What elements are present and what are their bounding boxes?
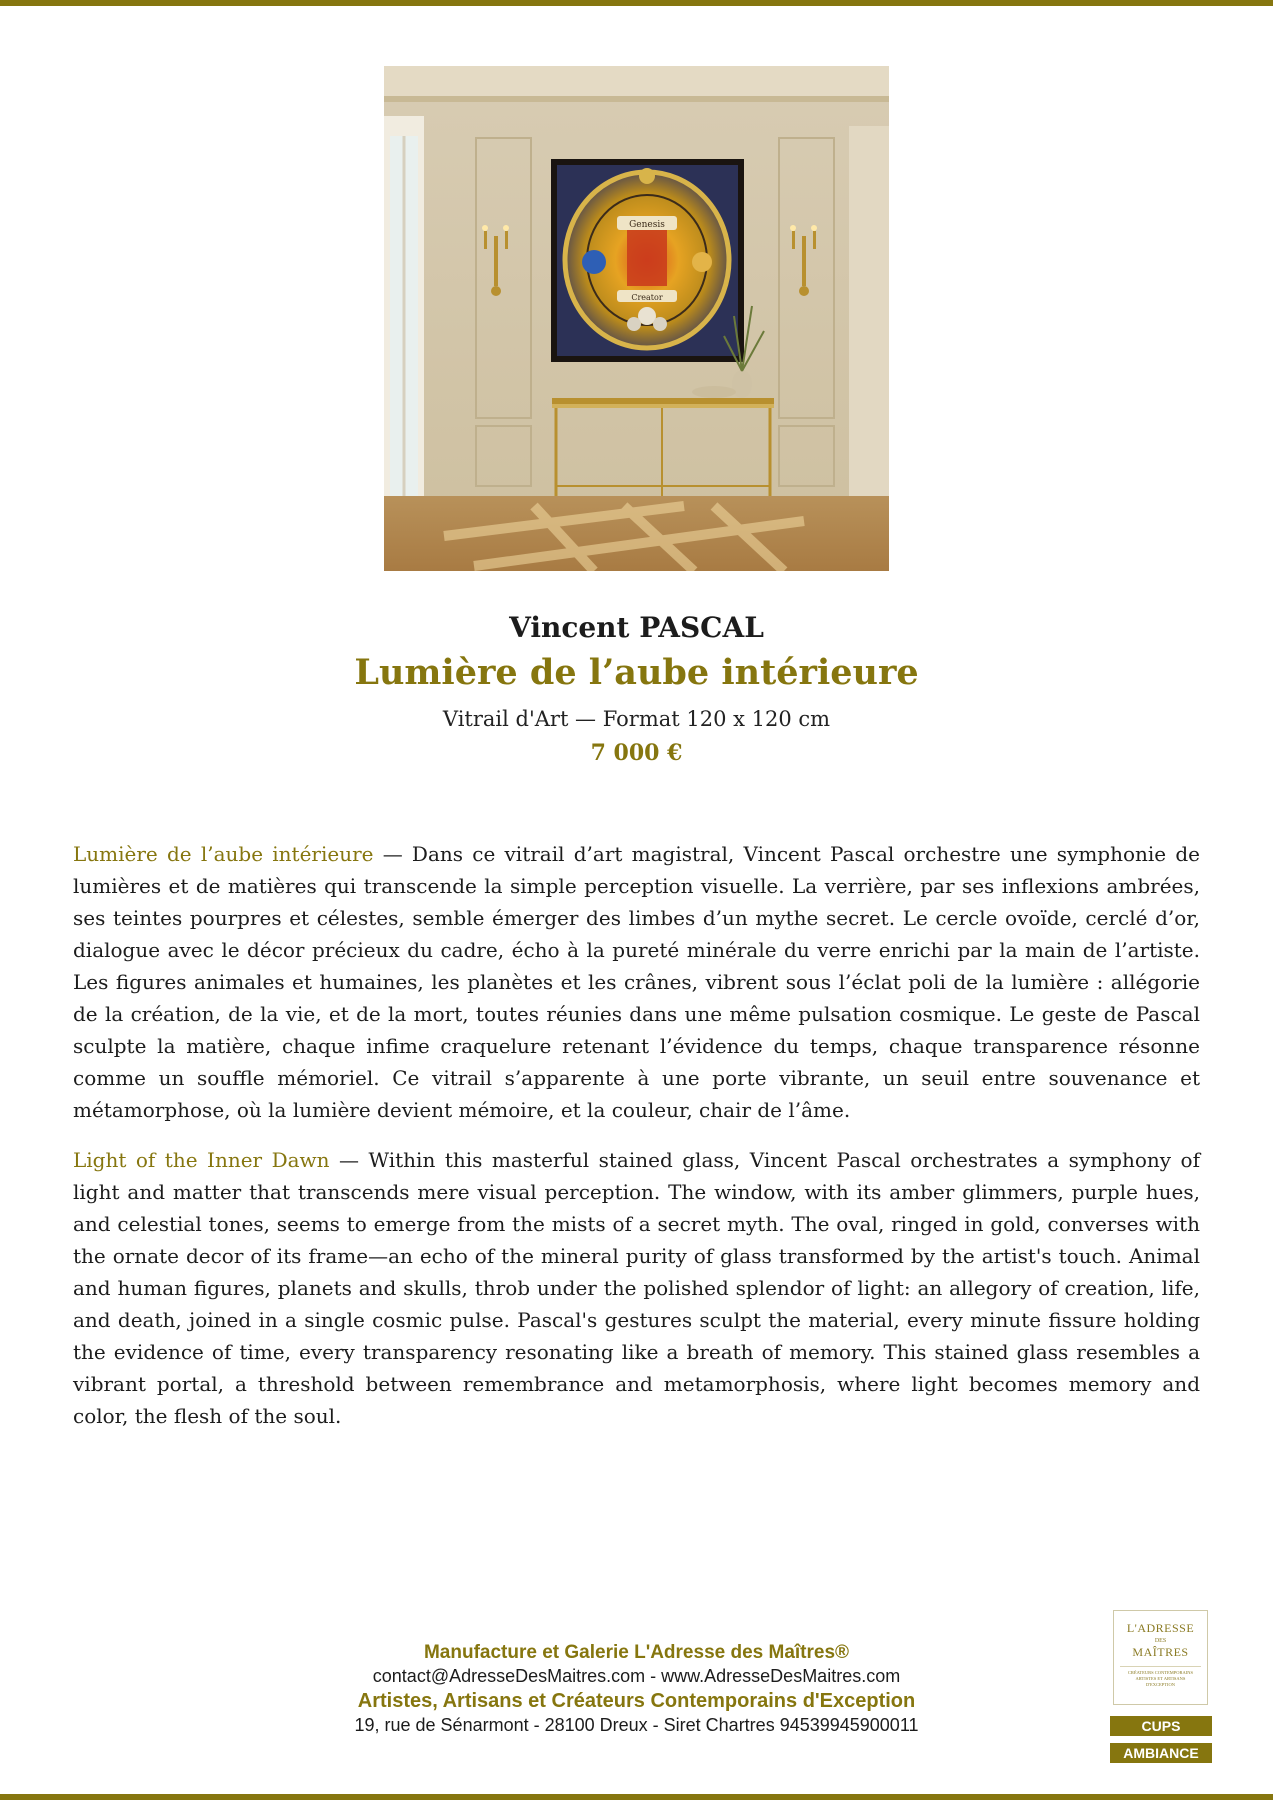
ambiance-badge: AMBIANCE <box>1110 1743 1212 1763</box>
banner-top-text: Genesis <box>629 220 665 230</box>
artwork-image <box>384 66 889 571</box>
artwork-price: 7 000 € <box>590 740 683 766</box>
footer-company: Manufacture et Galerie L'Adresse des Maîtres® <box>423 1642 850 1663</box>
logo-line2: DES <box>1154 1638 1167 1644</box>
bottom-rule <box>0 1794 1273 1800</box>
artist-name: Vincent PASCAL <box>509 611 764 644</box>
cups-badge: CUPS <box>1110 1716 1212 1736</box>
description-en-lead: Light of the Inner Dawn <box>73 1148 330 1172</box>
description-fr <box>73 838 1200 1126</box>
logo-line4: CRÉATEURS CONTEMPORAINS ARTISTES ET ARTISANS D'EXCEPTION <box>1120 1666 1201 1688</box>
gallery-logo <box>1113 1610 1208 1705</box>
banner-bottom-text: Creator <box>631 293 663 302</box>
footer-contact[interactable]: contact@AdresseDesMaitres.com - www.AdresseDesMaitres.com <box>372 1666 901 1686</box>
footer-address: 19, rue de Sénarmont - 28100 Dreux - Siret Chartres 94539945900011 <box>354 1715 919 1735</box>
artwork-medium: Vitrail d'Art — Format 120 x 120 cm <box>442 707 831 731</box>
description <box>73 838 1200 1450</box>
footer-tagline: Artistes, Artisans et Créateurs Contemporains d'Exception <box>357 1690 916 1712</box>
artwork-title: Lumière de l’aube intérieure <box>354 652 919 693</box>
artwork-header <box>0 610 1273 768</box>
description-en-text: — Within this masterful stained glass, Vincent Pascal orchestrates a symphony of light and matter that transcends mere visual perception. The window, with its amber glimmers, purple hues, and celestial tones, seems to emerge from the mists of a secret myth. The oval, ringed in gold, converses with the ornate decor of its frame—an echo of the mineral purity of glass transformed by the artist's touch. Animal and human figures, planets and skulls, throb under the polished splendor of light: an allegory of creation, life, and death, joined in a single cosmic pulse. Pascal's gestures sculpt the material, every minute fissure holding the evidence of time, every transparency resonating like a breath of memory. This stained glass resembles a vibrant portal, a threshold between remembrance and metamorphosis, where light becomes memory and color, the flesh of the soul. <box>73 1148 1200 1428</box>
top-rule <box>0 0 1273 6</box>
footer <box>0 1640 1273 1737</box>
description-fr-lead: Lumière de l’aube intérieure <box>73 842 374 866</box>
description-fr-text: — Dans ce vitrail d’art magistral, Vincent Pascal orchestre une symphonie de lumières et de matières qui transcende la simple perception visuelle. La verrière, par ses inflexions ambrées, ses teintes pourpres et célestes, semble émerger des limbes d’un mythe secret. Le cercle ovoïde, cerclé d’or, dialogue avec le décor précieux du cadre, écho à la pureté minérale du verre enrichi par la main de l’artiste. Les figures animales et humaines, les planètes et les crânes, vibrent sous l’éclat poli de la lumière : allégorie de la création, de la vie, et de la mort, toutes réunies dans une même pulsation cosmique. Le geste de Pascal sculpte la matière, chaque infime craquelure retenant l’évidence du temps, chaque transparence résonne comme un souffle mémoriel. Ce vitrail s’apparente à une porte vibrante, un seuil entre souvenance et métamorphose, où la lumière devient mémoire, et la couleur, chair de l’âme. <box>73 842 1200 1122</box>
logo-line1: L'ADRESSE <box>1126 1621 1195 1635</box>
logo-line3: MAÎTRES <box>1132 1645 1189 1659</box>
description-en <box>73 1144 1200 1432</box>
